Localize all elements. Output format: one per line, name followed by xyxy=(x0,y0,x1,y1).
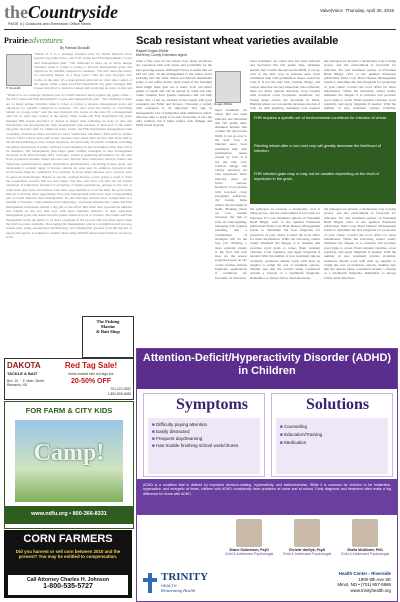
red-tag-discount: 20-50% OFF xyxy=(70,378,112,385)
section-title xyxy=(4,2,118,23)
doctors-row xyxy=(221,519,393,565)
red-tag-title: Red Tag Sale! xyxy=(64,361,118,370)
scab-headline: Scab resistant wheat varieties available xyxy=(136,35,339,47)
scab-body-col4: the pathogen are present, a moderately crop is being grown, and the environment is favorable for infection. For real treatment options on Fusarium Head Blight, refer to the updated Extension publication Field Crop Plant Disease Management Guide to determine the best fungicide for protection of your wheat. Contact the local office for more information. While the following cannot totally eliminate the fungus, it is resistant and provides good grain to rotate. Plant resistant varieties, scout regularly, and apply fungicide if needed. With the number of new treatment options available, producers should work with their ag supplier to weigh the cost of treatment options, making sure that the options being considered include a triazole or a strobilurin fungicide. Remember to always follow label directions. xyxy=(324,207,396,280)
callout-item-2: Planting wheat after a non-host crop will greatly decrease the likelihood of infection. xyxy=(254,143,381,153)
author-photo-caption: P. Stockdill xyxy=(6,86,21,90)
dakota-title: DAKOTA xyxy=(7,361,41,370)
masthead xyxy=(4,2,396,28)
scab-byline-name: Raquel Dugan-Dibble xyxy=(136,49,169,53)
callout-item-3: FHB infected grain may or may not be useable depending on the level of mycotoxin in the grain. xyxy=(254,171,379,181)
symptoms-title: Symptoms xyxy=(176,396,249,413)
corn-title: CORN FARMERS xyxy=(23,533,113,545)
bait-shop-line1: The Fishing xyxy=(96,319,120,324)
clinic-center: Health Center - Riverside xyxy=(338,571,391,576)
title-prefix: the xyxy=(4,2,28,22)
scab-byline-title: McHenry County Extension Agent xyxy=(136,53,187,57)
corn-contact-box xyxy=(8,575,128,595)
clinic-address: 1900 8th Ave SE xyxy=(358,576,391,582)
clinic-address-block xyxy=(287,571,391,593)
prairie-body-lead: "Think of it as a strategic business plan for North Dakota's most popular big game critter—the N.D. Game and Fish Department's 5-year deer management plan. "The challenge is there are so many unique variables when it comes to trying to develop management goals and objectives for wildlife compared to business. "We don't have the luxury of controlling habitat on a large scale," said the deer biologist who works on the plan. It's a management plan but we don't take control of the supply chain. Game and Fish Department big game manager Bill Jensen described it. Jensen is tasked with analyzing an array of data and xyxy=(34,52,132,91)
paper-name: Valve|Voice xyxy=(319,8,344,13)
bait-shop-line3: & Bait Shop xyxy=(96,329,120,334)
doctor-card xyxy=(279,519,335,565)
camp-ad xyxy=(4,401,134,529)
scab-body-col1: After a fine year for the wheat crop, many producers are concerned with scab issues and possibility for the next growing season. Although I know it seems like we had last year, all the management to the wheat world probably isn't the same. When you harvest marketable grain, it can suffer drastic yield losses if the fusarium head blight issue gets out of hand. Scab can infect spikes or heads and can be spread by wind and rain. Some varieties have genetic resistance and can help some. Two of the top varieties in this region with good resistance are Faller and Prosper. Choosing a variety with resistance is an important first step in management. Use of fungicides adds additional control. The best time to apply is at early flowering. It isn't the only solution, but it helps reduce scab damage and DON levels in grain. xyxy=(136,59,212,128)
trinity-logo xyxy=(143,571,239,597)
scab-body-col2: Seed treatment: As wheat that has been infected and harvested this fall yields dark, shrunken kernels that contain the mycotoxin DON, it can go over to the next crop as infected seed. Seed treatments help with germination issues caused by scab. It is not the only tool; rotation, tillage, and variety selection are very important. Once infected, there are fewer options. Rotation: Crop rotation with non-host crops (soybeans, sunflower, dry beans) helps reduce the inoculum in fields. Planting wheat on corn stubble increases the risk of scab. As with anything, managing scab requires xyxy=(250,59,320,111)
dakota-tackle-ad xyxy=(4,358,134,400)
masthead-rule xyxy=(4,29,396,30)
clinic-sub: HEALTH xyxy=(161,583,177,588)
doctor-card xyxy=(337,519,393,565)
prairie-body: "Think of it as a strategic business plan for North Dakota's most popular big game critter—the N.D. Game and Fish Department's 5-year deer management plan. "The challenge is there are so many unique variables when it comes to trying to develop management goals and objectives for wildlife compared to business. "We don't have the luxury of controlling habitat on a large scale," said the deer biologist who works on the plan. It's a management plan but we don't take control of the supply chain. Game and Fish Department big game manager Bill Jensen described it. Jensen is tasked with analyzing an array of data and information and developing the draft management plan package. It then goes to the entire big game biologist staff for additional input. Game and Fish Department management team consisting of division chiefs and director Terry Steinwand, and district field staff for further review. That's critical field staff review because some states don't involve their field staff in the decision making process, Jensen explained. It's then ready for public comment, including upcoming discussions at public advisory board meetings in late November. Only then will it be finalized. The management plan helps guide wildlife managers in deer management decisions from 2016 through 2021. Currently, Jensen is gathering information for the plan from population models, hunter success rates, harvest data, landowner surveys, hunter and landowner questionnaires, hunter observation questionnaires, calculating license goals, and developing a realistic range of license options for each unit. In addition, biological and social issues must be considered. For example, in areas where diseases are a concern, such as epizootic hemorrhagic disease or chronic wasting disease, you're going to want to drive the populations towards that low-end range. You just can't have one size fits all, Jensen explained. If landowner tolerance is accepting of higher populations, perhaps in the case of some mule deer units, and hunters want more opportunities to be in the field, the goal would then be to develop more opportunity. Five-year management plans have been a longstanding part of North Dakota's deer management. It's just that they became more complicated as a handful of licenses—both numbers and complexity—increased dramatically. Game and Fish management techniques remain a big part of the effort. But when deer populations tumbled and remain on the low side now with more huntable numbers of deer, long-term management goals and issues become greater attention. Lots of workers. The Game and Fish Department wants the public to be more cognizant of the process and welcomes input when the draft becomes available. Developing the management plan is a straightforward process, Jensen said, using standardized methodology and information gleaned from the myriad of reports the agency is required to submit when using Wildlife Restoration Funds in its survey work. xyxy=(6,93,132,239)
clinic-tagline: Reinventing Health xyxy=(161,588,196,593)
camp-contact: www.ndfu.org • 800-366-8331 xyxy=(31,511,107,517)
solutions-title: Solutions xyxy=(306,396,370,413)
symptoms-panel xyxy=(143,393,265,477)
symptoms-list xyxy=(148,418,260,474)
bait-shop-name xyxy=(85,319,131,334)
doctor-name: Christie VanDyk, PsyD xyxy=(288,548,326,552)
adhd-description-band xyxy=(137,479,397,515)
callout-item-1: FHB requires a specific set of environmental conditions for infection of wheat. xyxy=(254,115,387,120)
bait-shop-ad xyxy=(82,316,134,358)
red-tag-subtitle: items marked with red tags are xyxy=(68,372,114,376)
solution-item: ■ Medication xyxy=(280,440,384,445)
camp-title: Camp! xyxy=(33,440,105,466)
solution-item: ■ Education/Training xyxy=(280,432,384,437)
doctor-role: Child & Adolescent Psychologist xyxy=(224,552,274,556)
dakota-address: Box 10 · 6 Main Street, Bismarck, ND xyxy=(7,379,45,388)
title-main: Countryside xyxy=(28,2,119,22)
corn-phone: 1-800-535-5727 xyxy=(43,583,93,590)
scab-body-col3-bottom: the pathogen are present, a moderately crop is being grown, and the environment is favorable for infection. For real treatment options on Fusarium Head Blight, refer to the updated Extension publication Field Crop Plant Disease Management Guide to determine the best fungicide for protection of your wheat. Contact the local office for more information. While the following cannot totally eliminate the fungus, it is resistant and provides good grain to rotate. Plant resistant varieties, scout regularly, and apply fungicide if needed. With the number of new treatment options available, producers should work with their ag supplier to weigh the cost of treatment options, making sure that the options being considered include a triazole or a strobilurin fungicide. Remember to always follow label directions. xyxy=(250,207,320,280)
doctor-photo xyxy=(294,519,320,547)
author-photo xyxy=(6,54,32,86)
corn-question: Did you harvest or sell corn between 2010 and the present? You may be entitled to compensation. xyxy=(15,549,121,560)
agent-photo-caption: Dugan-Dibble xyxy=(214,102,233,106)
scab-body-col2a: Seed treatment: As wheat that has been infected and harvested this fall yields dark, shrunken kernels that contain the mycotoxin DON, it can go over to the next crop as infected seed. Seed treatments help with germination issues caused by scab. It is not the only tool; rotation, tillage, and variety selection are very important. Once infected, there are fewer options. Rotation: Crop rotation with non-host crops (soybeans, sunflower, dry beans) helps reduce the inoculum in fields. Planting wheat on corn stubble increases the risk of scab. As with anything, managing scab requires planning, and a combination of strategies will do the best job. Planting a more resistant variety is the first and best step. As the season progresses keep an eye on the weather and use fungicide applications if conditions are favorable for infection. xyxy=(215,108,247,280)
symptom-item: ■ Easily distracted xyxy=(152,429,256,434)
solutions-panel xyxy=(271,393,393,477)
solution-item: ■ Counseling xyxy=(280,424,384,429)
trinity-cross-icon xyxy=(143,573,157,593)
doctor-name: Shane Gulbertson, PsyD xyxy=(229,548,269,552)
dakota-subtitle: TACKLE & BAIT xyxy=(7,371,38,376)
symptom-item: ■ Has trouble finishing school work/chores xyxy=(152,443,256,448)
doctor-photo xyxy=(236,519,262,547)
adhd-description: ADHD is a condition that is defined by impulsive decision-making, hyperactivity, and inattentiveness. While it is common for children to be inattentive, hyperactive, and energetic at times, children with ADHD consistently have problems at home and at school. Early diagnosis and treatment often make a big difference for those with ADHD. xyxy=(143,483,391,496)
adhd-header xyxy=(137,349,397,389)
prairie-heading xyxy=(4,36,63,45)
symptom-item: ■ Frequent daydreaming xyxy=(152,436,256,441)
clinic-city-phone: Minot, ND • (701) 857-5986 xyxy=(337,582,391,588)
corn-attorney: Call Attorney Charles H. Johnson xyxy=(26,577,110,583)
adhd-title: Attention-Deficit/Hyperactivity Disorder (ADHD) in Children xyxy=(142,352,392,377)
clinic-url[interactable]: www.trinityhealth.org xyxy=(350,587,391,593)
doctor-card xyxy=(221,519,277,565)
publication-date xyxy=(320,8,394,13)
doctor-role: Child & Adolescent Psychologist xyxy=(340,552,390,556)
bait-shop-line2: Marine xyxy=(100,324,116,329)
camp-ad-heading: FOR FARM & CITY KIDS xyxy=(25,406,113,415)
scab-body-col3-top: the pathogen are present, a moderately crop is being grown, and the environment is favorable for infection. For real treatment options on Fusarium Head Blight, refer to the updated Extension publication Field Crop Plant Disease Management Guide to determine the best fungicide for protection of your wheat. Contact the local office for more information. While the following cannot totally eliminate the fungus, it is resistant and provides good grain to rotate. Plant resistant varieties, scout regularly, and apply fungicide if needed. With the number of new treatment options available, xyxy=(324,59,396,111)
corn-farmers-ad xyxy=(4,530,132,598)
adventures-heading-word: adventures xyxy=(27,36,63,45)
issue-date: Thursday, April 30, 2015 xyxy=(345,8,394,13)
red-tag-phone-2: 1-800-895-4665 xyxy=(107,392,131,396)
solutions-list xyxy=(276,418,388,474)
red-tag-phone: 701-222-3592 xyxy=(110,387,131,391)
symptom-item: ■ Difficulty paying attention xyxy=(152,422,256,427)
doctor-photo xyxy=(352,519,378,547)
doctor-name: Sheila McAllister, PhD xyxy=(347,548,383,552)
prairie-byline: By Patricia Stockdill xyxy=(60,46,90,50)
page-subtitle: PAGE 4 | Outdoors and Extension Office News xyxy=(8,21,91,26)
doctor-role: Child & Adolescent Psychologist xyxy=(282,552,332,556)
prairie-heading-word: Prairie xyxy=(4,36,28,45)
agent-photo xyxy=(215,71,241,103)
clinic-name: TRINITY xyxy=(161,571,209,583)
adhd-ad xyxy=(136,348,398,602)
scab-callout-box xyxy=(250,112,396,204)
